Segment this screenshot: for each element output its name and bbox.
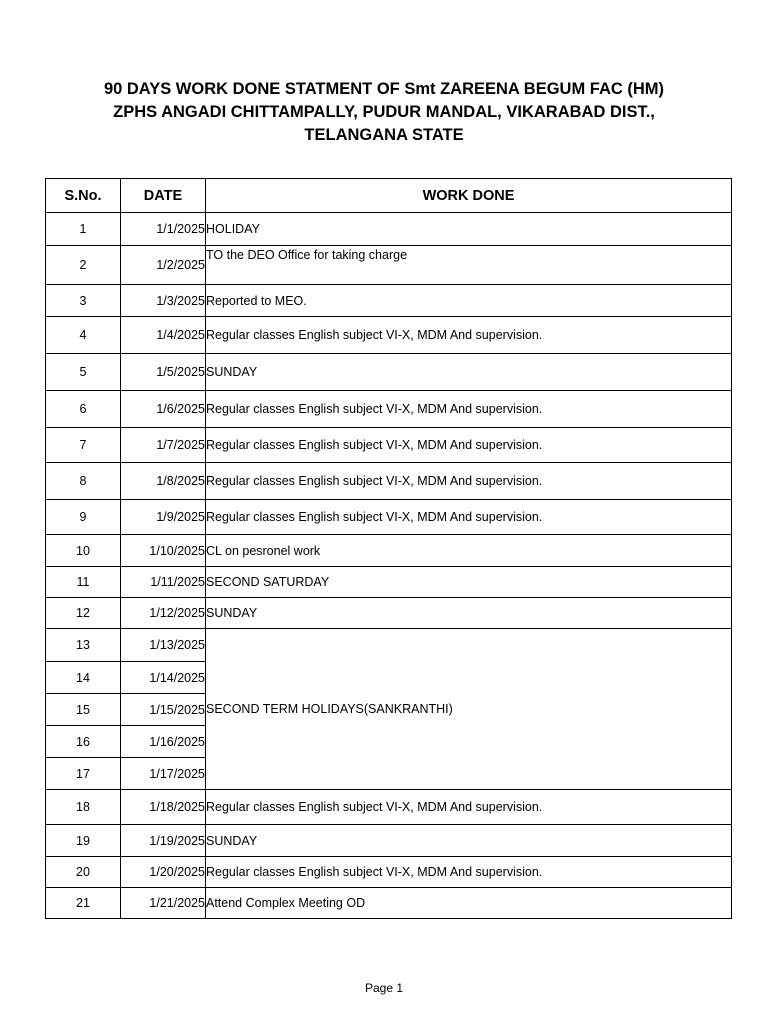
cell-sno: 16 (46, 726, 121, 758)
cell-sno: 17 (46, 758, 121, 790)
cell-work: Regular classes English subject VI-X, MDM And supervision. (206, 790, 732, 825)
cell-sno: 10 (46, 535, 121, 567)
cell-date: 1/17/2025 (121, 758, 206, 790)
cell-sno: 1 (46, 213, 121, 246)
table-row (46, 825, 732, 857)
cell-date: 1/15/2025 (121, 694, 206, 726)
cell-work: Regular classes English subject VI-X, MDM And supervision. (206, 391, 732, 428)
table-row (46, 857, 732, 888)
cell-sno: 3 (46, 285, 121, 317)
table-row (46, 246, 732, 285)
cell-date: 1/16/2025 (121, 726, 206, 758)
cell-date: 1/6/2025 (121, 391, 206, 428)
cell-work: Attend Complex Meeting OD (206, 888, 732, 919)
cell-work: Regular classes English subject VI-X, MDM And supervision. (206, 317, 732, 354)
cell-work: SUNDAY (206, 354, 732, 391)
cell-work: SUNDAY (206, 598, 732, 629)
cell-work: SECOND SATURDAY (206, 567, 732, 598)
cell-sno: 21 (46, 888, 121, 919)
page-number: Page 1 (364, 981, 404, 995)
table-row (46, 535, 732, 567)
cell-date: 1/2/2025 (121, 246, 206, 285)
table-row (46, 391, 732, 428)
column-header-work-done: WORK DONE (206, 179, 732, 213)
document-title (0, 78, 768, 147)
table-row (46, 463, 732, 500)
cell-sno: 13 (46, 629, 121, 662)
cell-work: Regular classes English subject VI-X, MDM And supervision. (206, 857, 732, 888)
table-row (46, 567, 732, 598)
table-row (46, 428, 732, 463)
table-row (46, 598, 732, 629)
cell-date: 1/1/2025 (121, 213, 206, 246)
cell-work: Regular classes English subject VI-X, MDM And supervision. (206, 428, 732, 463)
title-line-1: 90 DAYS WORK DONE STATMENT OF Smt ZAREENA BEGUM FAC (HM) (103, 80, 665, 98)
table-row (46, 629, 732, 662)
cell-work-merged: SECOND TERM HOLIDAYS(SANKRANTHI) (206, 629, 732, 790)
column-header-sno: S.No. (46, 179, 121, 213)
cell-date: 1/11/2025 (121, 567, 206, 598)
column-header-date: DATE (121, 179, 206, 213)
title-line-2: ZPHS ANGADI CHITTAMPALLY, PUDUR MANDAL, VIKARABAD DIST., (113, 103, 655, 121)
table-row (46, 317, 732, 354)
cell-date: 1/3/2025 (121, 285, 206, 317)
cell-sno: 18 (46, 790, 121, 825)
cell-date: 1/10/2025 (121, 535, 206, 567)
cell-date: 1/21/2025 (121, 888, 206, 919)
table-row (46, 500, 732, 535)
cell-date: 1/12/2025 (121, 598, 206, 629)
cell-date: 1/8/2025 (121, 463, 206, 500)
table-row (46, 888, 732, 919)
cell-work: Regular classes English subject VI-X, MDM And supervision. (206, 500, 732, 535)
cell-sno: 20 (46, 857, 121, 888)
cell-work: TO the DEO Office for taking charge (206, 246, 732, 285)
cell-sno: 19 (46, 825, 121, 857)
cell-sno: 11 (46, 567, 121, 598)
cell-date: 1/7/2025 (121, 428, 206, 463)
cell-sno: 8 (46, 463, 121, 500)
title-line-3: TELANGANA STATE (304, 126, 464, 144)
cell-sno: 9 (46, 500, 121, 535)
cell-sno: 12 (46, 598, 121, 629)
cell-sno: 14 (46, 662, 121, 694)
work-done-table (45, 178, 732, 919)
cell-date: 1/4/2025 (121, 317, 206, 354)
cell-work: Regular classes English subject VI-X, MDM And supervision. (206, 463, 732, 500)
cell-date: 1/14/2025 (121, 662, 206, 694)
cell-work: HOLIDAY (206, 213, 732, 246)
cell-sno: 6 (46, 391, 121, 428)
cell-work: Reported to MEO. (206, 285, 732, 317)
table-row (46, 285, 732, 317)
cell-sno: 5 (46, 354, 121, 391)
cell-sno: 2 (46, 246, 121, 285)
cell-sno: 7 (46, 428, 121, 463)
cell-work: CL on pesronel work (206, 535, 732, 567)
cell-date: 1/20/2025 (121, 857, 206, 888)
table-row (46, 213, 732, 246)
cell-date: 1/18/2025 (121, 790, 206, 825)
table-header-row (46, 179, 732, 213)
cell-date: 1/9/2025 (121, 500, 206, 535)
cell-date: 1/19/2025 (121, 825, 206, 857)
cell-date: 1/5/2025 (121, 354, 206, 391)
cell-date: 1/13/2025 (121, 629, 206, 662)
table-row (46, 354, 732, 391)
cell-sno: 15 (46, 694, 121, 726)
cell-sno: 4 (46, 317, 121, 354)
table-row (46, 790, 732, 825)
cell-work: SUNDAY (206, 825, 732, 857)
